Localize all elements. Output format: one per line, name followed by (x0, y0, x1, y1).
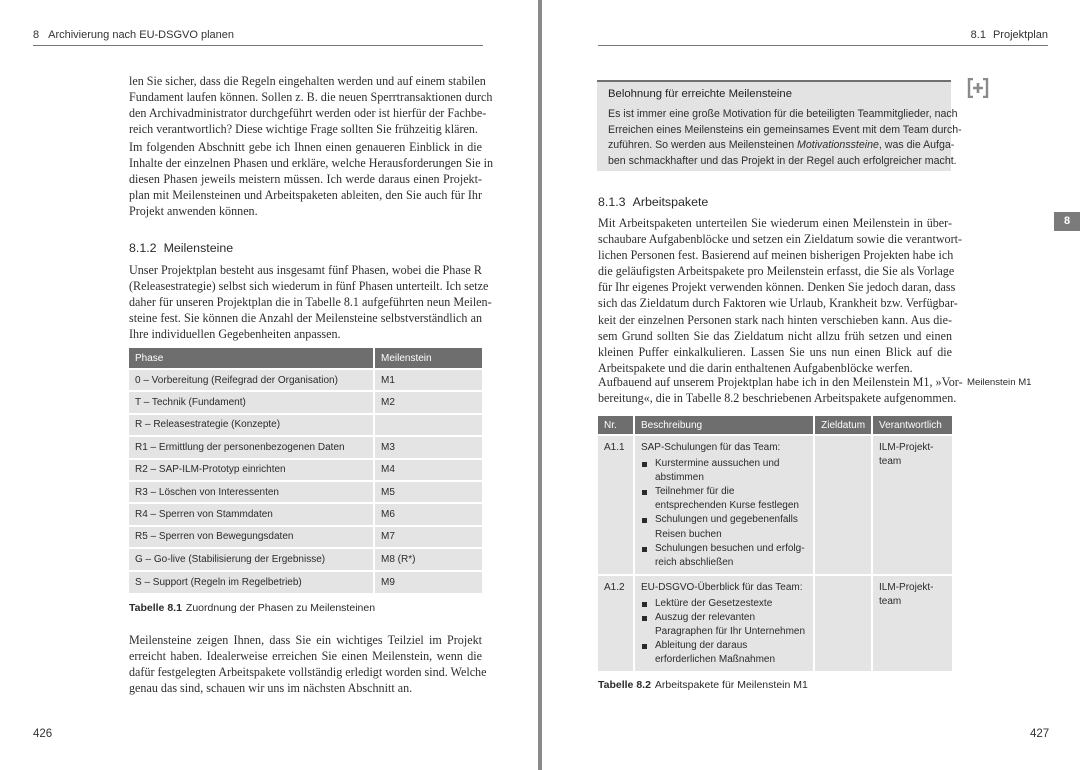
plus-bracket-icon (967, 78, 989, 98)
info-box (597, 80, 962, 171)
table-cell: M5 (374, 481, 482, 503)
page-number: 426 (33, 728, 53, 740)
text-line (608, 138, 955, 154)
table-row (598, 575, 952, 672)
table-row (129, 481, 482, 503)
work-package-number: A1.1 (598, 435, 634, 575)
table-header-row (129, 348, 482, 369)
table-row (129, 548, 482, 570)
work-package-title: EU-DSGVO-Überblick für das Team: (640, 581, 803, 593)
column-header-description: Beschreibung (634, 416, 814, 435)
table-caption (598, 679, 808, 691)
caption-text: Zuordnung der Phasen zu Meilensteinen (185, 602, 376, 614)
text-line: Ihre individuellen Gegebenheiten anpassen. (129, 327, 341, 342)
table-cell: T – Technik (Fundament) (129, 391, 374, 413)
body-paragraph (598, 215, 963, 376)
table-cell: M6 (374, 503, 482, 525)
text-line: Arbeitspakete und die darin enthaltenen Aufgabenblöcke werfen. (598, 360, 913, 375)
table-cell: M3 (374, 436, 482, 458)
column-header-responsible: Verantwortlich (872, 416, 952, 435)
list-item (641, 457, 807, 485)
table-row (129, 526, 482, 548)
bullet-list (641, 597, 807, 667)
table-cell: R1 – Ermittlung der personenbezogenen Daten (129, 436, 374, 458)
text-line: lichen Personen fest. Basierend auf meinen bisherigen Projekten habe ich (598, 248, 954, 263)
table-cell: G – Go-live (Stabilisierung der Ergebnisse) (129, 548, 374, 570)
text-run: zuführen. So werden aus Meilensteinen (608, 139, 798, 152)
chapter-tab: 8 (1054, 212, 1080, 231)
work-package-due-date (814, 575, 872, 672)
list-item-text: Schulungen und gegebenenfalls Reisen buchen (654, 514, 798, 540)
section-number: 8.1.3 (598, 195, 626, 209)
body-paragraph (129, 73, 493, 137)
table-row (129, 391, 482, 413)
list-item (641, 513, 807, 541)
text-line: Unser Projektplan besteht aus insgesamt fünf Phasen, wobei die Phase R (129, 263, 482, 277)
running-header (598, 29, 1048, 46)
header-section-title: Projektplan (992, 29, 1048, 41)
table-row (598, 435, 952, 575)
emphasis-text: Motivationssteine (797, 139, 879, 152)
work-package-due-date (814, 435, 872, 575)
text-line: für Ihr eigenes Projekt verwenden können. Denken Sie jedoch daran, dass (598, 280, 956, 295)
left-page (0, 0, 538, 770)
table-row (129, 414, 482, 436)
section-title: Meilensteine (163, 241, 234, 255)
table-cell (374, 414, 482, 436)
table-row (129, 503, 482, 525)
body-paragraph (129, 632, 487, 696)
table-cell: S – Support (Regeln im Regelbetrieb) (129, 571, 374, 593)
text-line: Meilensteine zeigen Ihnen, dass Sie ein wichtiges Teilziel im Projekt (129, 633, 482, 647)
text-line: keit der einzelnen Personen stark nach hinten verschieben kann. Aus die- (598, 312, 952, 327)
page-number: 427 (1030, 728, 1050, 740)
table-row (129, 571, 482, 593)
list-item (641, 597, 807, 611)
running-header (33, 29, 483, 46)
text-line: Erreichen eines Meilensteins ein gemeinsames Event mit dem Team durch- (608, 123, 962, 136)
text-line: Im folgenden Abschnitt gebe ich Ihnen einen genaueren Einblick in die (129, 140, 482, 154)
list-item-text: Lektüre der Gesetzestexte (654, 597, 773, 609)
text-line: len Sie sicher, dass die Regeln eingehalten werden und auf einem stabilen (129, 74, 486, 88)
text-line: den Archivadministrator durchgeführt werden oder ist hierfür der Fachbe- (129, 106, 487, 121)
table-cell: R – Releasestrategie (Konzepte) (129, 414, 374, 436)
right-page (542, 0, 1080, 770)
text-line: steine fest. Sie können die Anzahl der Meilensteine selbstverständlich an (129, 311, 482, 326)
text-line: Es ist immer eine große Motivation für die beteiligten Teammitglieder, nach (608, 108, 958, 120)
text-line: reich verantwortlich? Diese wichtige Frage sollten Sie frühzeitig klären. (129, 122, 478, 137)
bullet-icon (642, 644, 647, 649)
work-package-owner: ILM-Projekt-team (872, 575, 952, 672)
list-item-text: Teilnehmer für die entsprechenden Kurse festlegen (654, 486, 799, 512)
header-chapter-title: Archivierung nach EU-DSGVO planen (48, 29, 234, 41)
bullet-icon (642, 616, 647, 621)
section-heading (129, 241, 233, 255)
column-header-due-date: Zieldatum (814, 416, 872, 435)
section-number: 8.1.2 (129, 241, 157, 255)
text-line: bereitung«, die in Tabelle 8.2 beschriebenen Arbeitspakete aufgenommen. (598, 391, 957, 406)
list-item-text: Schulungen besuchen und erfolg-reich abschließen (654, 542, 805, 568)
work-package-title: SAP-Schulungen für das Team: (640, 442, 781, 453)
column-header-nr: Nr. (598, 416, 634, 435)
milestone-table (129, 348, 482, 593)
text-line: diesen Phasen jeweils meistern müssen. Ich werde daraus einen Projekt- (129, 172, 482, 187)
body-paragraph (598, 374, 963, 406)
table-row (129, 369, 482, 391)
section-heading (598, 195, 708, 209)
list-item (641, 611, 807, 639)
header-chapter-number: 8 (33, 29, 40, 41)
text-run: , was die Aufga- (878, 139, 955, 152)
text-line: ben schmackhafter und das Projekt in der Regel auch erfolgreicher macht. (608, 154, 957, 167)
table-cell: M9 (374, 571, 482, 593)
table-cell: M1 (374, 369, 482, 391)
table-cell: M7 (374, 526, 482, 548)
bullet-list (641, 457, 807, 570)
table-caption (129, 602, 375, 614)
info-box-text (608, 107, 962, 169)
work-package-owner: ILM-Projekt-team (872, 435, 952, 575)
text-line: kleinen Puffer einkalkulieren. Lassen Sie uns nun einen Blick auf die (598, 344, 952, 359)
text-line: sich das Zieldatum durch Faktoren wie Urlaub, Krankheit bzw. Verfügbar- (598, 296, 958, 311)
column-header-milestone: Meilenstein (374, 348, 482, 369)
bullet-icon (642, 602, 647, 607)
table-cell: 0 – Vorbereitung (Reifegrad der Organisation) (129, 369, 374, 391)
text-line: dafür festgelegten Arbeitspakete vollständig erledigt worden sind. Welche (129, 665, 487, 680)
bullet-icon (642, 547, 647, 552)
list-item (641, 542, 807, 570)
table-cell: R2 – SAP-ILM-Prototyp einrichten (129, 459, 374, 481)
list-item (641, 639, 807, 667)
table-cell: R4 – Sperren von Stammdaten (129, 503, 374, 525)
table-row (129, 436, 482, 458)
text-line: plan mit Meilensteinen und Arbeitspaketen ableiten, den Sie auch für Ihr (129, 188, 482, 203)
text-line: sem Grund sollten Sie das Zieldatum nicht allzu früh setzen und einen (598, 328, 952, 343)
section-title: Arbeitspakete (632, 195, 709, 209)
margin-note: Meilenstein M1 (967, 377, 1032, 388)
list-item (641, 485, 807, 513)
text-line: die geläufigsten Arbeitspakete pro Meilenstein erfasst, die Sie als Vorlage (598, 264, 955, 279)
bullet-icon (642, 462, 647, 467)
text-line: schaubare Aufgabenblöcke und setzen ein Zieldatum sowie die verantwort- (598, 232, 963, 247)
work-package-table (598, 416, 952, 671)
text-line: daher für unseren Projektplan die in Tabelle 8.1 aufgeführten neun Meilen- (129, 295, 492, 310)
list-item-text: Auszug der relevanten Paragraphen für Ihr Unternehmen (654, 612, 806, 638)
table-cell: R5 – Sperren von Bewegungsdaten (129, 526, 374, 548)
work-package-description (634, 435, 814, 575)
text-line: Fundament laufen können. Sollen z. B. die neuen Sperrtransaktionen durch (129, 90, 493, 105)
text-line: erreicht haben. Idealerweise erreichen Sie einen Meilenstein, wenn die (129, 649, 482, 664)
text-line: (Releasestrategie) selbst sich wiederum in fünf Phasen unterteilt. Ich setze (129, 279, 489, 294)
caption-label: Tabelle 8.1 (129, 602, 182, 614)
text-line: Inhalte der einzelnen Phasen und erkläre, welche Herausforderungen Sie in (129, 156, 494, 171)
body-paragraph (129, 262, 492, 342)
table-cell: M4 (374, 459, 482, 481)
text-line: Mit Arbeitspaketen unterteilen Sie wiederum einen Meilenstein in über- (598, 216, 952, 230)
column-header-phase: Phase (129, 348, 374, 369)
list-item-text: Ableitung der daraus erforderlichen Maßnahmen (654, 640, 776, 666)
list-item-text: Kurstermine aussuchen und abstimmen (654, 458, 780, 484)
header-section-number: 8.1 (970, 29, 986, 41)
work-package-number: A1.2 (598, 575, 634, 672)
bullet-icon (642, 518, 647, 523)
caption-text: Arbeitspakete für Meilenstein M1 (654, 679, 808, 691)
table-cell: M8 (R*) (374, 548, 482, 570)
caption-label: Tabelle 8.2 (598, 679, 651, 691)
table-cell: M2 (374, 391, 482, 413)
table-header-row (598, 416, 952, 435)
work-package-description (634, 575, 814, 672)
text-line: genau das sind, schauen wir uns im nächsten Abschnitt an. (129, 681, 413, 696)
text-line: Projekt anwenden können. (129, 204, 258, 219)
body-paragraph (129, 139, 494, 219)
table-cell: R3 – Löschen von Interessenten (129, 481, 374, 503)
table-row (129, 459, 482, 481)
bullet-icon (642, 490, 647, 495)
info-box-title: Belohnung für erreichte Meilensteine (608, 88, 792, 100)
text-line: Aufbauend auf unserem Projektplan habe ich in den Meilenstein M1, »Vor- (598, 375, 963, 389)
